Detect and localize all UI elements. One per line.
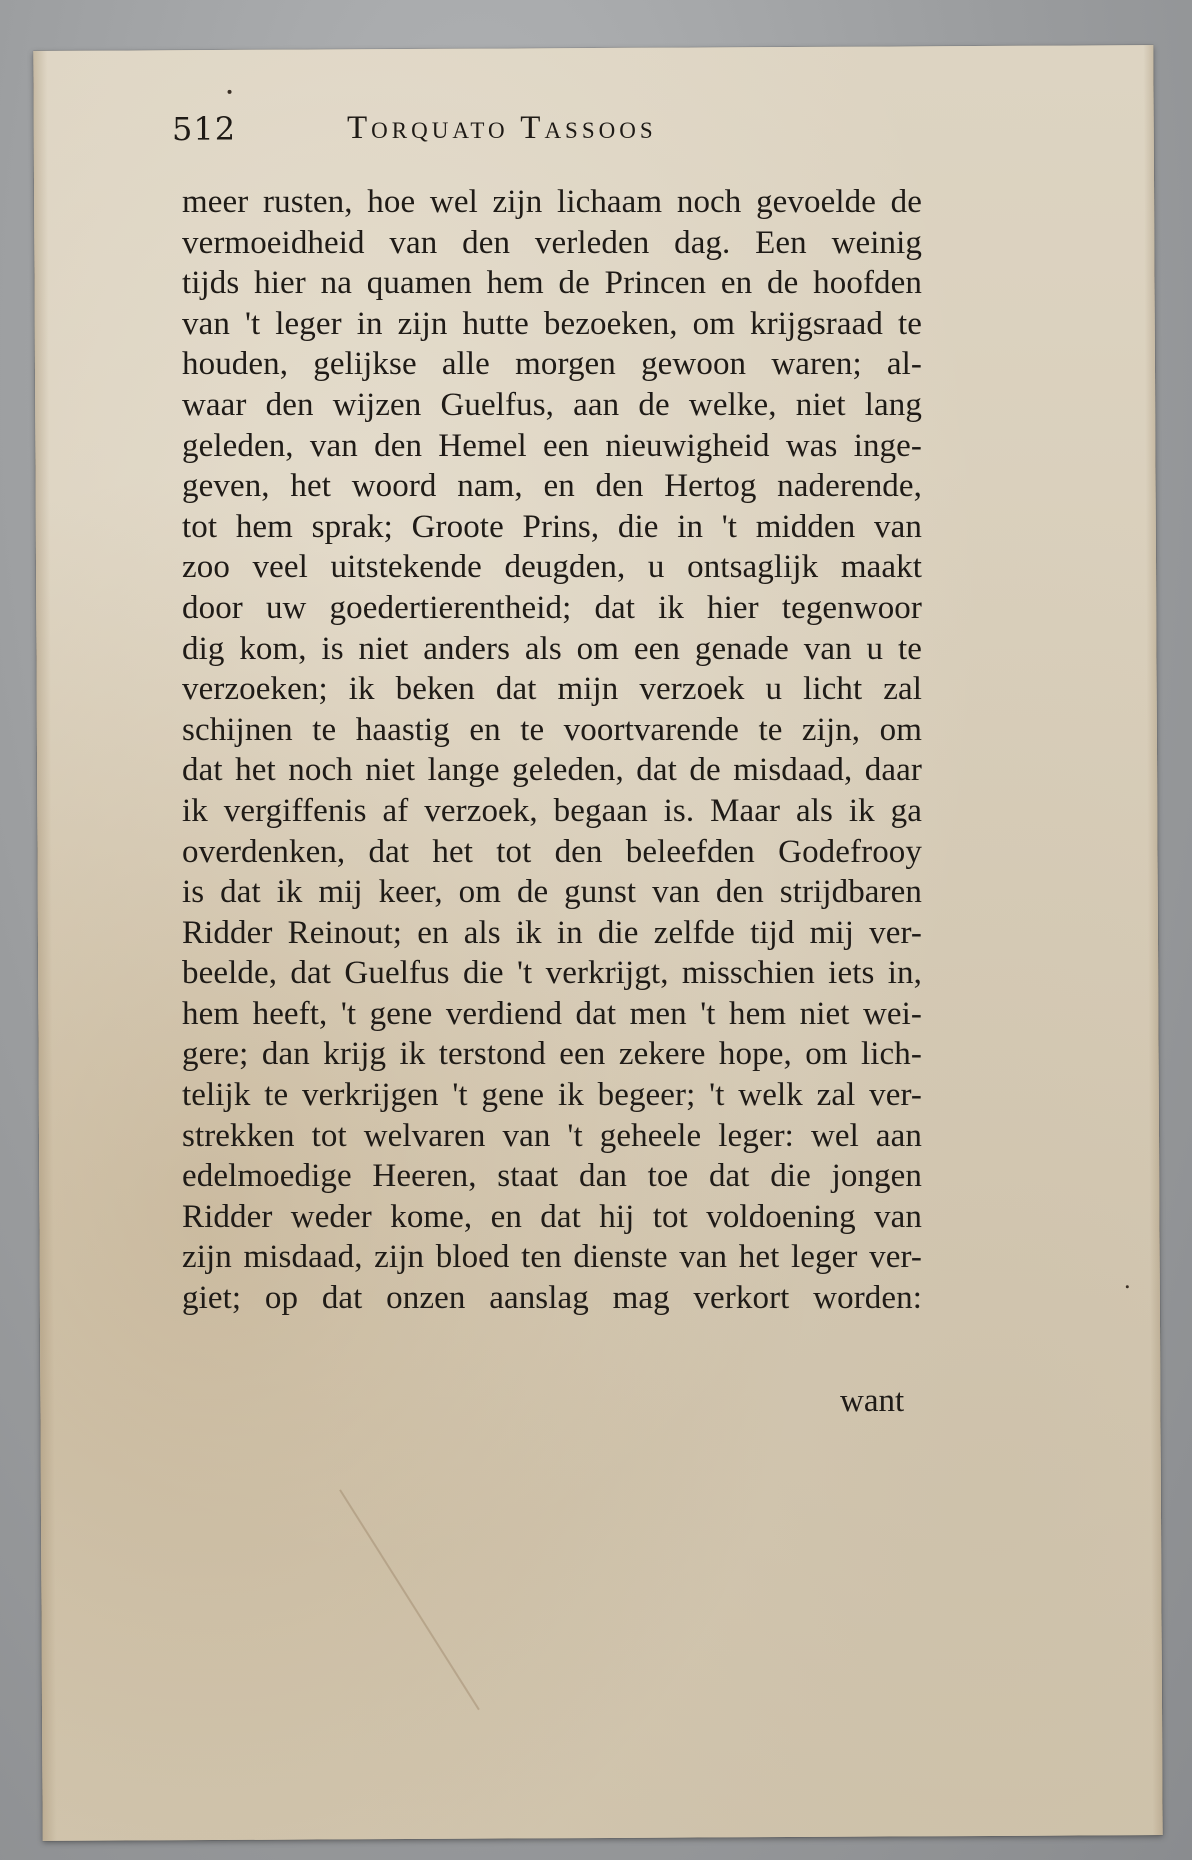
ink-speck [1126, 1285, 1129, 1288]
text-line: Ridder weder kome, en dat hij tot voldoening van [182, 1198, 922, 1235]
body-text [182, 182, 922, 1319]
text-line: door uw goedertierentheid; dat ik hier tegenwoor [182, 589, 922, 626]
text-line: dat het noch niet lange geleden, dat de misdaad, daar [182, 752, 922, 789]
text-line: hem heeft, 't gene verdiend dat men 't hem niet wei- [182, 995, 922, 1032]
text-line: beelde, dat Guelfus die 't verkrijgt, misschien iets in, [182, 955, 922, 992]
text-line: tot hem sprak; Groote Prins, die in 't midden van [182, 508, 922, 545]
text-line: tijds hier na quamen hem de Princen en de hoofden [182, 265, 922, 302]
text-line: meer rusten, hoe wel zijn lichaam noch gevoelde de [182, 184, 922, 220]
page-number: 512 [172, 110, 237, 148]
text-line: houden, gelijkse alle morgen gewoon waren; al- [182, 346, 922, 383]
paper-crease [339, 1489, 480, 1710]
text-line: telijk te verkrijgen 't gene ik begeer; 't welk zal ver- [182, 1077, 922, 1114]
text-line: geven, het woord nam, en den Hertog naderende, [182, 468, 922, 505]
text-line: schijnen te haastig en te voortvarende te zijn, om [182, 711, 922, 748]
text-line: vermoeidheid van den verleden dag. Een weinig [182, 224, 922, 261]
text-line: zoo veel uitstekende deugden, u ontsaglijk maakt [182, 549, 922, 586]
text-line: dig kom, is niet anders als om een genade van u te [182, 630, 922, 667]
running-head [172, 110, 952, 170]
text-line: Ridder Reinout; en als ik in die zelfde tijd mij ver- [182, 914, 922, 951]
text-line: giet; op dat onzen aanslag mag verkort worden: [182, 1280, 922, 1317]
text-line: zijn misdaad, zijn bloed ten dienste van het leger ver- [182, 1239, 922, 1276]
text-line: edelmoedige Heeren, staat dan toe dat die jongen [182, 1158, 922, 1195]
text-line: overdenken, dat het tot den beleefden Godefrooy [182, 833, 922, 870]
text-line: strekken tot welvaren van 't geheele leger: wel aan [182, 1117, 922, 1154]
text-line: verzoeken; ik beken dat mijn verzoek u licht zal [182, 671, 922, 708]
text-line: geleden, van den Hemel een nieuwigheid was inge- [182, 427, 922, 464]
catchword: want [840, 1383, 905, 1419]
text-line: is dat ik mij keer, om de gunst van den strijdbaren [182, 874, 922, 911]
text-line: gere; dan krijg ik terstond een zekere hope, om lich- [182, 1036, 922, 1073]
ink-speck [228, 90, 232, 94]
text-line: van 't leger in zijn hutte bezoeken, om krijgsraad te [182, 305, 922, 342]
text-line: ik vergiffenis af verzoek, begaan is. Maar als ik ga [182, 792, 922, 829]
running-title: Torquato Tassoos [347, 110, 657, 146]
text-line: waar den wijzen Guelfus, aan de welke, niet lang [182, 386, 922, 423]
